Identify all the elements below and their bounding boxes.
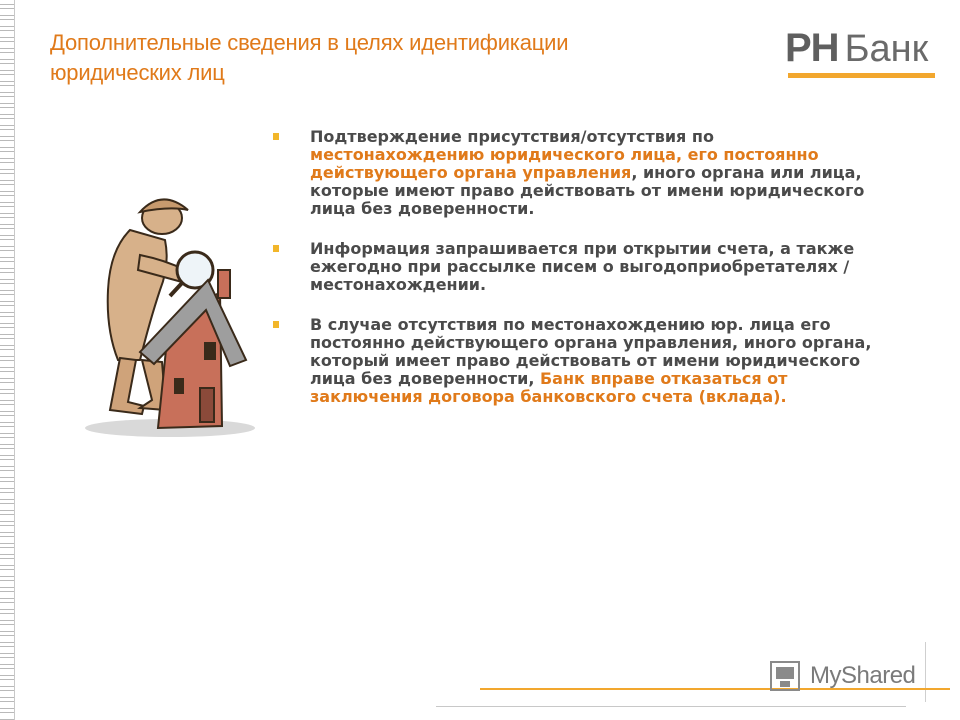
myshared-watermark[interactable] xyxy=(768,656,915,696)
footer-vertical-divider xyxy=(925,642,926,702)
square-bullet-icon xyxy=(273,133,279,140)
bullet-item-information-request xyxy=(270,240,890,294)
bullet-2-text: Информация запрашивается при открытии счета, а также ежегодно при рассылке писем о выгодоприобретателях /местонахождении. xyxy=(310,239,855,294)
logo-part-rn: РН xyxy=(785,26,839,70)
logo-underline xyxy=(788,73,935,78)
square-bullet-icon xyxy=(273,321,279,328)
slide-title: Дополнительные сведения в целях идентификации юридических лиц xyxy=(50,30,569,85)
square-bullet-icon xyxy=(273,245,279,252)
footer-gray-line xyxy=(436,706,906,707)
logo-part-bank: Банк xyxy=(844,28,929,70)
myshared-text: MyShared xyxy=(810,662,916,689)
bullet-item-location-confirmation xyxy=(270,128,890,218)
myshared-logo-icon xyxy=(768,659,802,693)
rn-bank-logo xyxy=(785,26,935,86)
left-ruler-strip xyxy=(0,0,15,720)
detective-house-illustration xyxy=(70,170,260,440)
bullet-list xyxy=(270,128,890,428)
bullet-item-bank-refusal xyxy=(270,316,890,406)
bullet-3-text: В случае отсутствия по местонахождению юр. лица его постоянно действующего органа управления, иного органа, который имеет право действовать от имени юридического лица без доверенности, Банк вправе отказаться от заключения договора банковского счета (вклада). xyxy=(310,315,872,406)
bullet-1-text: Подтверждение присутствия/отсутствия по местонахождению юридического лица, его постоянно действующего органа управления, иного органа или лица, которые имеют право действовать от имени юридического лица без доверенности. xyxy=(310,127,865,218)
